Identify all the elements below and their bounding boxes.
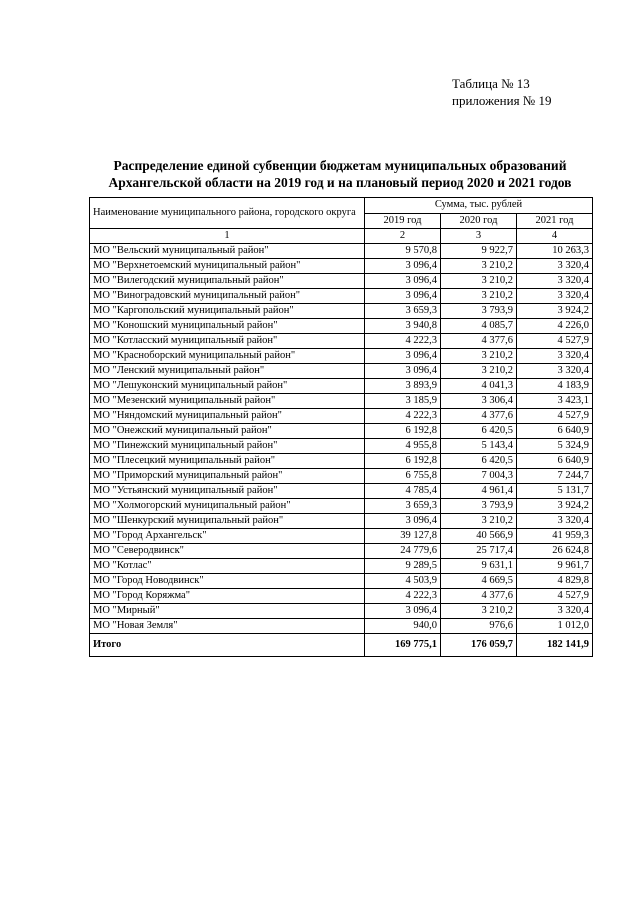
value-2020: 9 922,7 bbox=[441, 244, 517, 259]
table-row bbox=[90, 589, 593, 604]
municipality-name: МО "Плесецкий муниципальный район" bbox=[90, 454, 365, 469]
value-2020: 3 793,9 bbox=[441, 499, 517, 514]
value-2021: 4 527,9 bbox=[517, 409, 593, 424]
table-row bbox=[90, 379, 593, 394]
municipality-name: МО "Северодвинск" bbox=[90, 544, 365, 559]
value-2019: 4 503,9 bbox=[365, 574, 441, 589]
value-2019: 3 096,4 bbox=[365, 259, 441, 274]
municipality-name: МО "Мезенский муниципальный район" bbox=[90, 394, 365, 409]
value-2021: 6 640,9 bbox=[517, 454, 593, 469]
value-2019: 4 955,8 bbox=[365, 439, 441, 454]
municipality-name: МО "Шенкурский муниципальный район" bbox=[90, 514, 365, 529]
municipality-name: МО "Город Новодвинск" bbox=[90, 574, 365, 589]
value-2020: 3 210,2 bbox=[441, 274, 517, 289]
value-2020: 3 210,2 bbox=[441, 349, 517, 364]
municipality-name: МО "Мирный" bbox=[90, 604, 365, 619]
value-2020: 6 420,5 bbox=[441, 424, 517, 439]
table-row bbox=[90, 499, 593, 514]
value-2019: 3 096,4 bbox=[365, 364, 441, 379]
value-2020: 4 377,6 bbox=[441, 409, 517, 424]
table-row bbox=[90, 529, 593, 544]
municipality-name: МО "Каргопольский муниципальный район" bbox=[90, 304, 365, 319]
value-2021: 3 423,1 bbox=[517, 394, 593, 409]
municipality-name: МО "Ленский муниципальный район" bbox=[90, 364, 365, 379]
municipality-name: МО "Няндомский муниципальный район" bbox=[90, 409, 365, 424]
table-row bbox=[90, 319, 593, 334]
value-2020: 3 210,2 bbox=[441, 259, 517, 274]
value-2021: 6 640,9 bbox=[517, 424, 593, 439]
value-2019: 6 192,8 bbox=[365, 454, 441, 469]
municipality-name: МО "Город Коряжма" bbox=[90, 589, 365, 604]
value-2019: 3 940,8 bbox=[365, 319, 441, 334]
appendix-number: приложения № 19 bbox=[452, 93, 552, 108]
value-2021: 3 320,4 bbox=[517, 514, 593, 529]
value-2019: 3 096,4 bbox=[365, 604, 441, 619]
table-row bbox=[90, 274, 593, 289]
value-2020: 3 210,2 bbox=[441, 514, 517, 529]
value-2019: 3 096,4 bbox=[365, 289, 441, 304]
municipality-name: МО "Котлас" bbox=[90, 559, 365, 574]
appendix-header bbox=[452, 75, 551, 109]
value-2021: 10 263,3 bbox=[517, 244, 593, 259]
value-2021: 1 012,0 bbox=[517, 619, 593, 634]
value-2020: 4 377,6 bbox=[441, 589, 517, 604]
table-row bbox=[90, 394, 593, 409]
value-2020: 3 210,2 bbox=[441, 604, 517, 619]
table-row bbox=[90, 484, 593, 499]
value-2020: 3 793,9 bbox=[441, 304, 517, 319]
column-number: 2 bbox=[365, 229, 441, 244]
table-row bbox=[90, 544, 593, 559]
value-2020: 4 669,5 bbox=[441, 574, 517, 589]
table-row bbox=[90, 259, 593, 274]
title-line-2: Архангельской области на 2019 год и на плановый период 2020 и 2021 годов bbox=[108, 175, 572, 190]
column-number-row bbox=[90, 229, 593, 244]
document-title bbox=[90, 157, 590, 191]
value-2019: 3 096,4 bbox=[365, 349, 441, 364]
municipality-name: МО "Новая Земля" bbox=[90, 619, 365, 634]
table-row bbox=[90, 604, 593, 619]
value-2021: 3 320,4 bbox=[517, 364, 593, 379]
column-number: 1 bbox=[90, 229, 365, 244]
municipality-name: МО "Виноградовский муниципальный район" bbox=[90, 289, 365, 304]
title-line-1: Распределение единой субвенции бюджетам муниципальных образований bbox=[113, 158, 567, 173]
value-2021: 4 226,0 bbox=[517, 319, 593, 334]
value-2021: 41 959,3 bbox=[517, 529, 593, 544]
table-row bbox=[90, 289, 593, 304]
table-row bbox=[90, 244, 593, 259]
table-row bbox=[90, 454, 593, 469]
column-header-2019: 2019 год bbox=[365, 213, 441, 229]
value-2021: 5 131,7 bbox=[517, 484, 593, 499]
column-header-sum: Сумма, тыс. рублей bbox=[365, 198, 593, 214]
value-2020: 7 004,3 bbox=[441, 469, 517, 484]
value-2020: 976,6 bbox=[441, 619, 517, 634]
value-2020: 3 210,2 bbox=[441, 289, 517, 304]
value-2019: 39 127,8 bbox=[365, 529, 441, 544]
value-2021: 3 924,2 bbox=[517, 304, 593, 319]
value-2020: 4 377,6 bbox=[441, 334, 517, 349]
municipality-name: МО "Устьянский муниципальный район" bbox=[90, 484, 365, 499]
municipality-name: МО "Онежский муниципальный район" bbox=[90, 424, 365, 439]
column-number: 4 bbox=[517, 229, 593, 244]
table-row bbox=[90, 514, 593, 529]
value-2021: 3 320,4 bbox=[517, 604, 593, 619]
value-2019: 4 222,3 bbox=[365, 334, 441, 349]
subvention-table bbox=[89, 197, 593, 657]
value-2019: 940,0 bbox=[365, 619, 441, 634]
municipality-name: МО "Коношский муниципальный район" bbox=[90, 319, 365, 334]
value-2021: 3 320,4 bbox=[517, 274, 593, 289]
value-2021: 3 320,4 bbox=[517, 289, 593, 304]
table-row bbox=[90, 574, 593, 589]
value-2019: 4 785,4 bbox=[365, 484, 441, 499]
value-2020: 9 631,1 bbox=[441, 559, 517, 574]
total-value-2020: 176 059,7 bbox=[441, 634, 517, 657]
total-label: Итого bbox=[90, 634, 365, 657]
municipality-name: МО "Город Архангельск" bbox=[90, 529, 365, 544]
value-2020: 4 041,3 bbox=[441, 379, 517, 394]
table-row bbox=[90, 349, 593, 364]
total-value-2019: 169 775,1 bbox=[365, 634, 441, 657]
municipality-name: МО "Красноборский муниципальный район" bbox=[90, 349, 365, 364]
table-row bbox=[90, 334, 593, 349]
municipality-name: МО "Вельский муниципальный район" bbox=[90, 244, 365, 259]
municipality-name: МО "Котласский муниципальный район" bbox=[90, 334, 365, 349]
value-2021: 26 624,8 bbox=[517, 544, 593, 559]
value-2021: 9 961,7 bbox=[517, 559, 593, 574]
table-row bbox=[90, 424, 593, 439]
value-2019: 3 659,3 bbox=[365, 499, 441, 514]
total-value-2021: 182 141,9 bbox=[517, 634, 593, 657]
value-2021: 3 320,4 bbox=[517, 349, 593, 364]
table-row bbox=[90, 409, 593, 424]
table-body bbox=[90, 244, 593, 634]
value-2019: 24 779,6 bbox=[365, 544, 441, 559]
value-2019: 4 222,3 bbox=[365, 409, 441, 424]
value-2019: 9 570,8 bbox=[365, 244, 441, 259]
value-2019: 3 659,3 bbox=[365, 304, 441, 319]
value-2020: 5 143,4 bbox=[441, 439, 517, 454]
value-2019: 9 289,5 bbox=[365, 559, 441, 574]
municipality-name: МО "Лешуконский муниципальный район" bbox=[90, 379, 365, 394]
value-2021: 3 320,4 bbox=[517, 259, 593, 274]
value-2020: 40 566,9 bbox=[441, 529, 517, 544]
value-2021: 4 527,9 bbox=[517, 334, 593, 349]
table-row bbox=[90, 469, 593, 484]
value-2021: 7 244,7 bbox=[517, 469, 593, 484]
column-header-2021: 2021 год bbox=[517, 213, 593, 229]
municipality-name: МО "Пинежский муниципальный район" bbox=[90, 439, 365, 454]
value-2019: 3 185,9 bbox=[365, 394, 441, 409]
value-2020: 4 085,7 bbox=[441, 319, 517, 334]
municipality-name: МО "Верхнетоемский муниципальный район" bbox=[90, 259, 365, 274]
value-2019: 6 755,8 bbox=[365, 469, 441, 484]
table-row bbox=[90, 304, 593, 319]
table-row bbox=[90, 439, 593, 454]
value-2021: 4 183,9 bbox=[517, 379, 593, 394]
municipality-name: МО "Приморский муниципальный район" bbox=[90, 469, 365, 484]
column-number: 3 bbox=[441, 229, 517, 244]
value-2021: 5 324,9 bbox=[517, 439, 593, 454]
value-2019: 4 222,3 bbox=[365, 589, 441, 604]
value-2020: 25 717,4 bbox=[441, 544, 517, 559]
value-2021: 3 924,2 bbox=[517, 499, 593, 514]
column-header-2020: 2020 год bbox=[441, 213, 517, 229]
table-row bbox=[90, 619, 593, 634]
value-2021: 4 829,8 bbox=[517, 574, 593, 589]
municipality-name: МО "Вилегодский муниципальный район" bbox=[90, 274, 365, 289]
value-2020: 4 961,4 bbox=[441, 484, 517, 499]
value-2019: 6 192,8 bbox=[365, 424, 441, 439]
value-2020: 3 306,4 bbox=[441, 394, 517, 409]
municipality-name: МО "Холмогорский муниципальный район" bbox=[90, 499, 365, 514]
value-2019: 3 096,4 bbox=[365, 274, 441, 289]
table-number: Таблица № 13 bbox=[452, 76, 530, 91]
value-2019: 3 096,4 bbox=[365, 514, 441, 529]
value-2020: 3 210,2 bbox=[441, 364, 517, 379]
table-row bbox=[90, 364, 593, 379]
column-header-name: Наименование муниципального района, городского округа bbox=[90, 198, 365, 229]
value-2020: 6 420,5 bbox=[441, 454, 517, 469]
value-2021: 4 527,9 bbox=[517, 589, 593, 604]
table-header-row bbox=[90, 198, 593, 214]
table-row bbox=[90, 559, 593, 574]
total-row bbox=[90, 634, 593, 657]
value-2019: 3 893,9 bbox=[365, 379, 441, 394]
